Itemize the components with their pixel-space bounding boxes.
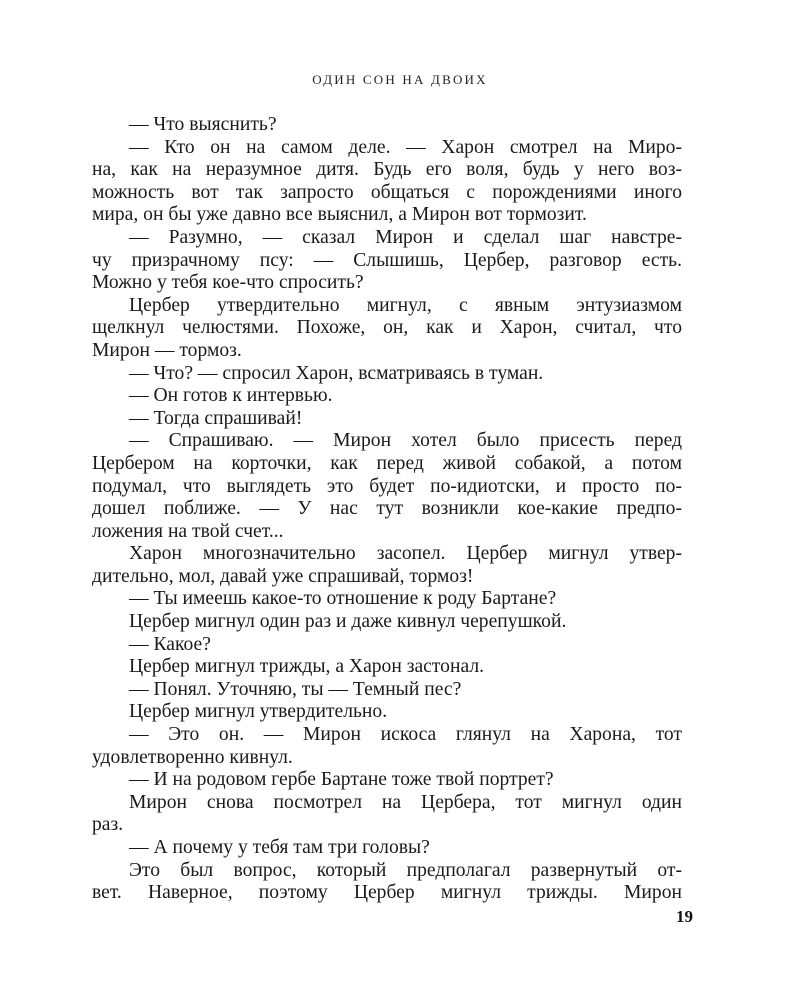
text-line: — Ты имеешь какое-то отношение к роду Бартане?	[129, 588, 557, 610]
text-line: ложения на твой счет...	[92, 520, 284, 542]
text-line: подумал, что выглядеть это будет по-идиотски, и просто по-	[92, 475, 682, 497]
text-line: раз.	[92, 814, 124, 836]
text-line: — Какое?	[129, 633, 211, 655]
text-line: Цербер мигнул трижды, а Харон застонал.	[129, 656, 485, 678]
text-line: дительно, мол, давай уже спрашивай, тормоз!	[92, 565, 474, 587]
text-line: Мирон снова посмотрел на Цербера, тот мигнул один	[129, 791, 682, 813]
text-line: — Спрашиваю. — Мирон хотел было присесть перед	[129, 430, 682, 452]
page-number: 19	[676, 907, 693, 926]
text-line: на, как на неразумное дитя. Будь его воля, будь у него воз-	[92, 159, 682, 181]
text-line: — Тогда спрашивай!	[129, 407, 303, 429]
text-line: дошел поближе. — У нас тут возникли кое-какие предпо-	[92, 498, 682, 520]
running-head: ОДИН СОН НА ДВОИХ	[312, 72, 488, 87]
text-line: Это был вопрос, который предполагал развернутый от-	[129, 859, 682, 881]
text-line: Цербером на корточки, как перед живой собакой, а потом	[92, 452, 682, 474]
text-line: — Что выяснить?	[129, 114, 277, 135]
text-line: щелкнул челюстями. Похоже, он, как и Харон, считал, что	[92, 317, 682, 339]
text-line: — И на родовом гербе Бартане тоже твой портрет?	[129, 769, 554, 791]
text-line: Можно у тебя кое-что спросить?	[92, 272, 364, 294]
text-line: — Разумно, — сказал Мирон и сделал шаг навстре-	[129, 226, 682, 248]
text-line: — А почему у тебя там три головы?	[129, 837, 430, 858]
text-line: — Кто он на самом деле. — Харон смотрел на Миро-	[129, 136, 682, 158]
text-line: Цербер мигнул утвердительно.	[129, 701, 388, 723]
body-text	[92, 114, 682, 905]
text-line: Цербер утвердительно мигнул, с явным энтузиазмом	[129, 294, 682, 316]
text-line: мира, он бы уже давно все выяснил, а Мирон вот тормозит.	[92, 204, 587, 226]
text-line: Харон многозначительно засопел. Цербер мигнул утвер-	[129, 543, 682, 565]
text-line: Мирон — тормоз.	[92, 339, 242, 361]
text-line: удовлетворенно кивнул.	[92, 746, 293, 768]
text-line: можность вот так запросто общаться с порождениями иного	[92, 181, 682, 203]
text-line: — Он готов к интервью.	[129, 385, 333, 407]
text-line: — Это он. — Мирон искоса глянул на Харона, тот	[129, 724, 682, 746]
text-line: чу призрачному псу: — Слышишь, Цербер, разговор есть.	[92, 249, 682, 271]
text-line: — Понял. Уточняю, ты — Темный пес?	[129, 678, 462, 700]
text-line: — Что? — спросил Харон, всматриваясь в туман.	[129, 362, 544, 384]
text-line: вет. Наверное, поэтому Цербер мигнул трижды. Мирон	[92, 882, 682, 904]
text-line: Цербер мигнул один раз и даже кивнул черепушкой.	[129, 611, 567, 633]
